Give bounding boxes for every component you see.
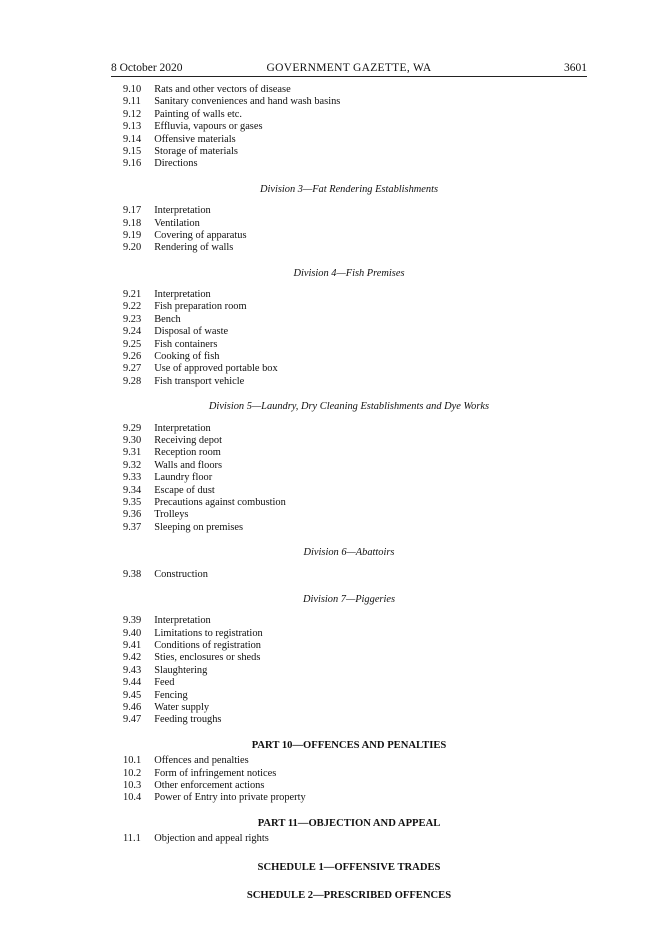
toc-entry-number: 9.25 bbox=[123, 338, 142, 350]
toc-entry-number: 9.30 bbox=[123, 434, 142, 446]
toc-entry bbox=[123, 628, 583, 640]
toc-entry-title: Limitations to registration bbox=[154, 627, 263, 639]
toc-entry-title: Power of Entry into private property bbox=[154, 792, 306, 804]
page-header bbox=[111, 62, 587, 77]
toc-entry bbox=[123, 205, 583, 217]
toc-entry-number: 9.28 bbox=[123, 375, 142, 387]
toc-entry bbox=[123, 230, 583, 242]
header-page-number: 3601 bbox=[564, 62, 587, 74]
toc-entry-title: Other enforcement actions bbox=[154, 779, 265, 791]
toc-entry-number: 9.13 bbox=[123, 121, 142, 133]
toc-entry bbox=[123, 665, 583, 677]
header-title: GOVERNMENT GAZETTE, WA bbox=[266, 62, 432, 74]
toc-entry bbox=[123, 792, 583, 804]
toc-entry bbox=[123, 447, 583, 459]
toc-entry bbox=[123, 158, 583, 170]
toc-entry-title: Offensive materials bbox=[154, 133, 236, 145]
schedule-1-heading: SCHEDULE 1—OFFENSIVE TRADES bbox=[257, 861, 441, 873]
toc-entry-number: 9.43 bbox=[123, 664, 142, 676]
toc-entry-title: Receiving depot bbox=[154, 434, 223, 446]
toc-entry bbox=[123, 146, 583, 158]
toc-entry bbox=[123, 755, 583, 767]
toc-entry-number: 9.11 bbox=[123, 96, 141, 108]
toc-entry bbox=[123, 714, 583, 726]
toc-entry-number: 11.1 bbox=[123, 833, 141, 845]
toc-entry-title: Sleeping on premises bbox=[154, 521, 244, 533]
toc-entry-title: Interpretation bbox=[154, 289, 211, 301]
toc-entry-title: Feeding troughs bbox=[154, 714, 222, 726]
toc-entry-number: 10.3 bbox=[123, 779, 142, 791]
toc-entry-title: Use of approved portable box bbox=[154, 363, 278, 375]
toc-entry-title: Bench bbox=[154, 313, 181, 325]
toc-entry bbox=[123, 84, 583, 96]
toc-entry-number: 9.23 bbox=[123, 313, 142, 325]
toc-entry-title: Walls and floors bbox=[154, 459, 223, 471]
toc-entry-number: 9.24 bbox=[123, 326, 142, 338]
toc-entry-number: 9.20 bbox=[123, 242, 142, 254]
toc-group-division5 bbox=[123, 423, 583, 535]
toc-entry-title: Interpretation bbox=[154, 422, 211, 434]
schedule-2-heading: SCHEDULE 2—PRESCRIBED OFFENCES bbox=[246, 889, 452, 901]
toc-entry-number: 9.29 bbox=[123, 422, 142, 434]
toc-entry bbox=[123, 768, 583, 780]
toc-entry-number: 9.47 bbox=[123, 714, 142, 726]
toc-group-division6 bbox=[123, 569, 583, 581]
toc-entry bbox=[123, 640, 583, 652]
toc-entry-title: Ventilation bbox=[154, 217, 200, 229]
table-of-contents bbox=[123, 84, 583, 906]
toc-entry-number: 10.4 bbox=[123, 792, 142, 804]
toc-entry bbox=[123, 522, 583, 534]
header-date: 8 October 2020 bbox=[111, 62, 183, 74]
toc-entry-title: Escape of dust bbox=[154, 484, 215, 496]
toc-entry-number: 9.22 bbox=[123, 301, 142, 313]
toc-group-part11 bbox=[123, 833, 583, 845]
toc-group-division4 bbox=[123, 289, 583, 388]
toc-entry bbox=[123, 326, 583, 338]
toc-entry-number: 9.40 bbox=[123, 627, 142, 639]
toc-entry-title: Construction bbox=[154, 568, 208, 580]
toc-entry-number: 9.45 bbox=[123, 689, 142, 701]
toc-entry-title: Water supply bbox=[154, 702, 210, 714]
toc-entry-title: Fish transport vehicle bbox=[154, 375, 245, 387]
toc-entry-number: 9.34 bbox=[123, 484, 142, 496]
toc-entry bbox=[123, 289, 583, 301]
toc-entry bbox=[123, 301, 583, 313]
toc-entry bbox=[123, 435, 583, 447]
toc-entry-title: Fish preparation room bbox=[154, 301, 247, 313]
toc-entry-title: Painting of walls etc. bbox=[154, 108, 242, 120]
toc-entry-number: 9.10 bbox=[123, 84, 142, 95]
toc-entry-title: Sanitary conveniences and hand wash basins bbox=[154, 96, 341, 108]
toc-entry-title: Interpretation bbox=[154, 615, 211, 627]
toc-entry bbox=[123, 690, 583, 702]
toc-entry-title: Rats and other vectors of disease bbox=[154, 84, 291, 95]
toc-entry bbox=[123, 109, 583, 121]
toc-entry-number: 9.19 bbox=[123, 229, 142, 241]
toc-entry-number: 10.1 bbox=[123, 755, 142, 767]
toc-entry bbox=[123, 472, 583, 484]
toc-entry-title: Fish containers bbox=[154, 338, 218, 350]
toc-entry-number: 9.37 bbox=[123, 521, 142, 533]
division-3-heading: Division 3—Fat Rendering Establishments bbox=[259, 183, 439, 195]
toc-entry-number: 9.17 bbox=[123, 205, 142, 217]
toc-entry-title: Cooking of fish bbox=[154, 351, 220, 363]
toc-entry-number: 9.15 bbox=[123, 145, 142, 157]
toc-entry-number: 9.39 bbox=[123, 615, 142, 627]
toc-entry-title: Rendering of walls bbox=[154, 242, 234, 254]
toc-entry-title: Conditions of registration bbox=[154, 640, 261, 652]
toc-entry-title: Covering of apparatus bbox=[154, 229, 247, 241]
toc-entry-number: 9.46 bbox=[123, 702, 142, 714]
toc-entry-number: 9.27 bbox=[123, 363, 142, 375]
toc-entry-title: Objection and appeal rights bbox=[154, 833, 269, 845]
toc-entry bbox=[123, 702, 583, 714]
toc-entry bbox=[123, 485, 583, 497]
toc-entry bbox=[123, 833, 583, 845]
toc-entry-number: 9.31 bbox=[123, 447, 142, 459]
division-5-heading: Division 5—Laundry, Dry Cleaning Establishments and Dye Works bbox=[208, 401, 490, 413]
toc-group-part10 bbox=[123, 755, 583, 805]
toc-entry-number: 9.16 bbox=[123, 158, 142, 170]
toc-group-division2-continued bbox=[123, 84, 583, 171]
toc-entry bbox=[123, 780, 583, 792]
toc-entry bbox=[123, 121, 583, 133]
toc-entry-title: Precautions against combustion bbox=[154, 496, 286, 508]
toc-entry bbox=[123, 339, 583, 351]
toc-entry-title: Interpretation bbox=[154, 205, 211, 217]
toc-entry bbox=[123, 423, 583, 435]
toc-entry-number: 9.32 bbox=[123, 459, 142, 471]
toc-entry-number: 9.41 bbox=[123, 640, 142, 652]
toc-entry bbox=[123, 242, 583, 254]
toc-entry-number: 9.38 bbox=[123, 568, 142, 580]
toc-entry-title: Reception room bbox=[154, 447, 221, 459]
division-7-heading: Division 7—Piggeries bbox=[302, 593, 396, 605]
toc-entry-title: Storage of materials bbox=[154, 145, 238, 157]
toc-entry bbox=[123, 677, 583, 689]
toc-entry-title: Slaughtering bbox=[154, 664, 208, 676]
toc-entry-title: Offences and penalties bbox=[154, 755, 249, 767]
part-10-heading: PART 10—OFFENCES AND PENALTIES bbox=[251, 739, 447, 751]
toc-entry bbox=[123, 497, 583, 509]
toc-entry bbox=[123, 569, 583, 581]
division-6-heading: Division 6—Abattoirs bbox=[303, 547, 395, 559]
toc-entry-number: 10.2 bbox=[123, 767, 142, 779]
toc-entry bbox=[123, 218, 583, 230]
toc-group-division7 bbox=[123, 615, 583, 727]
toc-entry-title: Feed bbox=[154, 677, 175, 689]
toc-entry bbox=[123, 460, 583, 472]
toc-entry bbox=[123, 96, 583, 108]
toc-entry-title: Sties, enclosures or sheds bbox=[154, 652, 261, 664]
toc-entry bbox=[123, 351, 583, 363]
toc-entry-title: Disposal of waste bbox=[154, 326, 229, 338]
toc-entry bbox=[123, 652, 583, 664]
toc-entry-number: 9.21 bbox=[123, 289, 142, 301]
toc-entry-title: Directions bbox=[154, 158, 198, 170]
toc-entry-number: 9.33 bbox=[123, 472, 142, 484]
toc-entry-number: 9.12 bbox=[123, 108, 142, 120]
part-11-heading: PART 11—OBJECTION AND APPEAL bbox=[257, 817, 441, 829]
toc-entry-number: 9.26 bbox=[123, 351, 142, 363]
toc-entry bbox=[123, 615, 583, 627]
toc-entry-title: Form of infringement notices bbox=[154, 767, 277, 779]
toc-group-division3 bbox=[123, 205, 583, 255]
toc-entry bbox=[123, 376, 583, 388]
toc-entry-number: 9.42 bbox=[123, 652, 142, 664]
toc-entry-title: Trolleys bbox=[154, 509, 189, 521]
toc-entry-title: Fencing bbox=[154, 689, 188, 701]
toc-entry bbox=[123, 314, 583, 326]
toc-entry bbox=[123, 509, 583, 521]
toc-entry bbox=[123, 134, 583, 146]
toc-entry-number: 9.35 bbox=[123, 496, 142, 508]
toc-entry-title: Effluvia, vapours or gases bbox=[154, 121, 263, 133]
toc-entry-title: Laundry floor bbox=[154, 472, 213, 484]
toc-entry-number: 9.44 bbox=[123, 677, 142, 689]
toc-entry-number: 9.18 bbox=[123, 217, 142, 229]
toc-entry bbox=[123, 363, 583, 375]
toc-entry-number: 9.36 bbox=[123, 509, 142, 521]
toc-entry-number: 9.14 bbox=[123, 133, 142, 145]
division-4-heading: Division 4—Fish Premises bbox=[293, 267, 405, 279]
